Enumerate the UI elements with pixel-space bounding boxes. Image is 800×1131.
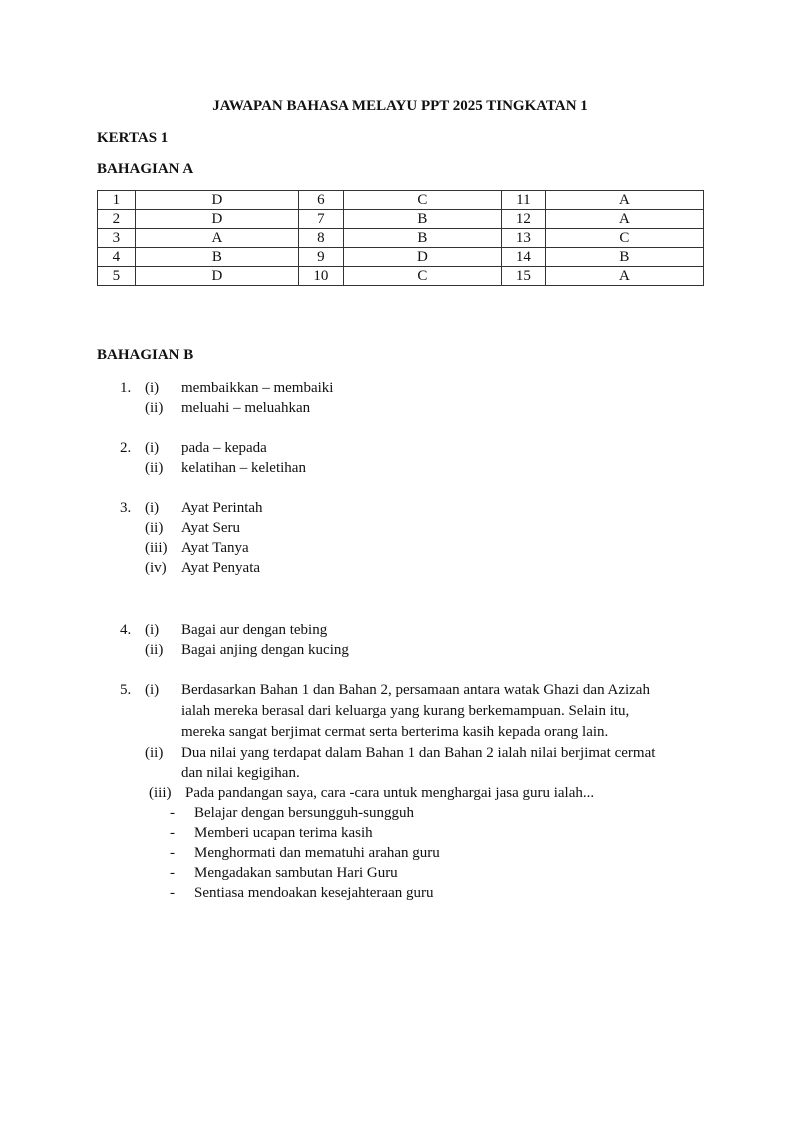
answer-text: kelatihan – keletihan bbox=[181, 460, 306, 476]
item-label: (i) bbox=[145, 500, 160, 516]
answer-cell: A bbox=[135, 229, 298, 248]
section-a-heading: BAHAGIAN A bbox=[97, 161, 194, 177]
answer-cell: A bbox=[545, 210, 703, 229]
answer-row bbox=[98, 191, 704, 210]
bullet-point: Mengadakan sambutan Hari Guru bbox=[194, 865, 398, 881]
answer-cell: A bbox=[545, 191, 703, 210]
bullet-dash: - bbox=[170, 825, 175, 841]
question-number: 5. bbox=[120, 682, 132, 698]
answer-text: mereka sangat berjimat cermat serta berterima kasih kepada orang lain. bbox=[181, 724, 609, 740]
answer-text: meluahi – meluahkan bbox=[181, 400, 311, 416]
item-label: (iv) bbox=[145, 560, 167, 576]
answer-cell: C bbox=[545, 229, 703, 248]
answer-row bbox=[98, 210, 704, 229]
question-number-cell: 3 bbox=[98, 229, 136, 248]
question-number-cell: 13 bbox=[501, 229, 545, 248]
item-label: (iii) bbox=[145, 540, 168, 556]
answer-text: Ayat Perintah bbox=[181, 500, 263, 516]
answer-text: Bagai anjing dengan kucing bbox=[181, 642, 349, 658]
item-label: (i) bbox=[145, 682, 160, 698]
answer-cell: B bbox=[343, 229, 501, 248]
answer-text: membaikkan – membaiki bbox=[181, 380, 334, 396]
item-label: (i) bbox=[145, 440, 160, 456]
question-number: 2. bbox=[120, 440, 132, 456]
answer-text: pada – kepada bbox=[181, 440, 267, 456]
answer-text: Dua nilai yang terdapat dalam Bahan 1 dan Bahan 2 ialah nilai berjimat cermat bbox=[181, 745, 656, 761]
question-number-cell: 9 bbox=[298, 248, 343, 267]
answer-table bbox=[97, 190, 704, 286]
bullet-point: Belajar dengan bersungguh-sungguh bbox=[194, 805, 414, 821]
answer-cell: A bbox=[545, 267, 703, 286]
paper-heading: KERTAS 1 bbox=[97, 130, 169, 146]
question-number-cell: 10 bbox=[298, 267, 343, 286]
answer-cell: D bbox=[135, 267, 298, 286]
question-number-cell: 2 bbox=[98, 210, 136, 229]
bullet-dash: - bbox=[170, 865, 175, 881]
question-number-cell: 1 bbox=[98, 191, 136, 210]
answer-text: Ayat Tanya bbox=[181, 540, 249, 556]
question-number-cell: 15 bbox=[501, 267, 545, 286]
bullet-dash: - bbox=[170, 845, 175, 861]
answer-cell: D bbox=[343, 248, 501, 267]
question-number-cell: 11 bbox=[501, 191, 545, 210]
item-label: (ii) bbox=[145, 745, 164, 761]
question-number-cell: 5 bbox=[98, 267, 136, 286]
item-label: (i) bbox=[145, 380, 160, 396]
answer-cell: B bbox=[135, 248, 298, 267]
answer-row bbox=[98, 248, 704, 267]
bullet-dash: - bbox=[170, 885, 175, 901]
bullet-point: Menghormati dan mematuhi arahan guru bbox=[194, 845, 440, 861]
answer-text: Ayat Penyata bbox=[181, 560, 261, 576]
answer-text: Berdasarkan Bahan 1 dan Bahan 2, persamaan antara watak Ghazi dan Azizah bbox=[181, 682, 650, 698]
answer-text: Bagai aur dengan tebing bbox=[181, 622, 328, 638]
bullet-point: Sentiasa mendoakan kesejahteraan guru bbox=[194, 885, 434, 901]
answer-row bbox=[98, 229, 704, 248]
answer-cell: B bbox=[545, 248, 703, 267]
answer-text: ialah mereka berasal dari keluarga yang kurang berkemampuan. Selain itu, bbox=[181, 703, 630, 719]
answer-cell: C bbox=[343, 267, 501, 286]
document-title: JAWAPAN BAHASA MELAYU PPT 2025 TINGKATAN 1 bbox=[212, 98, 588, 114]
question-number-cell: 6 bbox=[298, 191, 343, 210]
item-label: (ii) bbox=[145, 400, 164, 416]
answer-text: Ayat Seru bbox=[181, 520, 241, 536]
item-label: (i) bbox=[145, 622, 160, 638]
section-b-heading: BAHAGIAN B bbox=[97, 347, 194, 363]
question-number-cell: 8 bbox=[298, 229, 343, 248]
answer-text: Pada pandangan saya, cara -cara untuk menghargai jasa guru ialah... bbox=[185, 785, 595, 801]
item-label: (ii) bbox=[145, 642, 164, 658]
answer-row bbox=[98, 267, 704, 286]
bullet-dash: - bbox=[170, 805, 175, 821]
bullet-point: Memberi ucapan terima kasih bbox=[194, 825, 373, 841]
question-number-cell: 12 bbox=[501, 210, 545, 229]
question-number: 3. bbox=[120, 500, 132, 516]
answer-cell: D bbox=[135, 191, 298, 210]
answer-cell: D bbox=[135, 210, 298, 229]
question-number: 1. bbox=[120, 380, 132, 396]
item-label: (ii) bbox=[145, 460, 164, 476]
answer-text: dan nilai kegigihan. bbox=[181, 765, 300, 781]
question-number-cell: 7 bbox=[298, 210, 343, 229]
question-number: 4. bbox=[120, 622, 132, 638]
answer-cell: C bbox=[343, 191, 501, 210]
question-number-cell: 14 bbox=[501, 248, 545, 267]
item-label: (iii) bbox=[149, 785, 172, 801]
question-number-cell: 4 bbox=[98, 248, 136, 267]
answer-cell: B bbox=[343, 210, 501, 229]
item-label: (ii) bbox=[145, 520, 164, 536]
